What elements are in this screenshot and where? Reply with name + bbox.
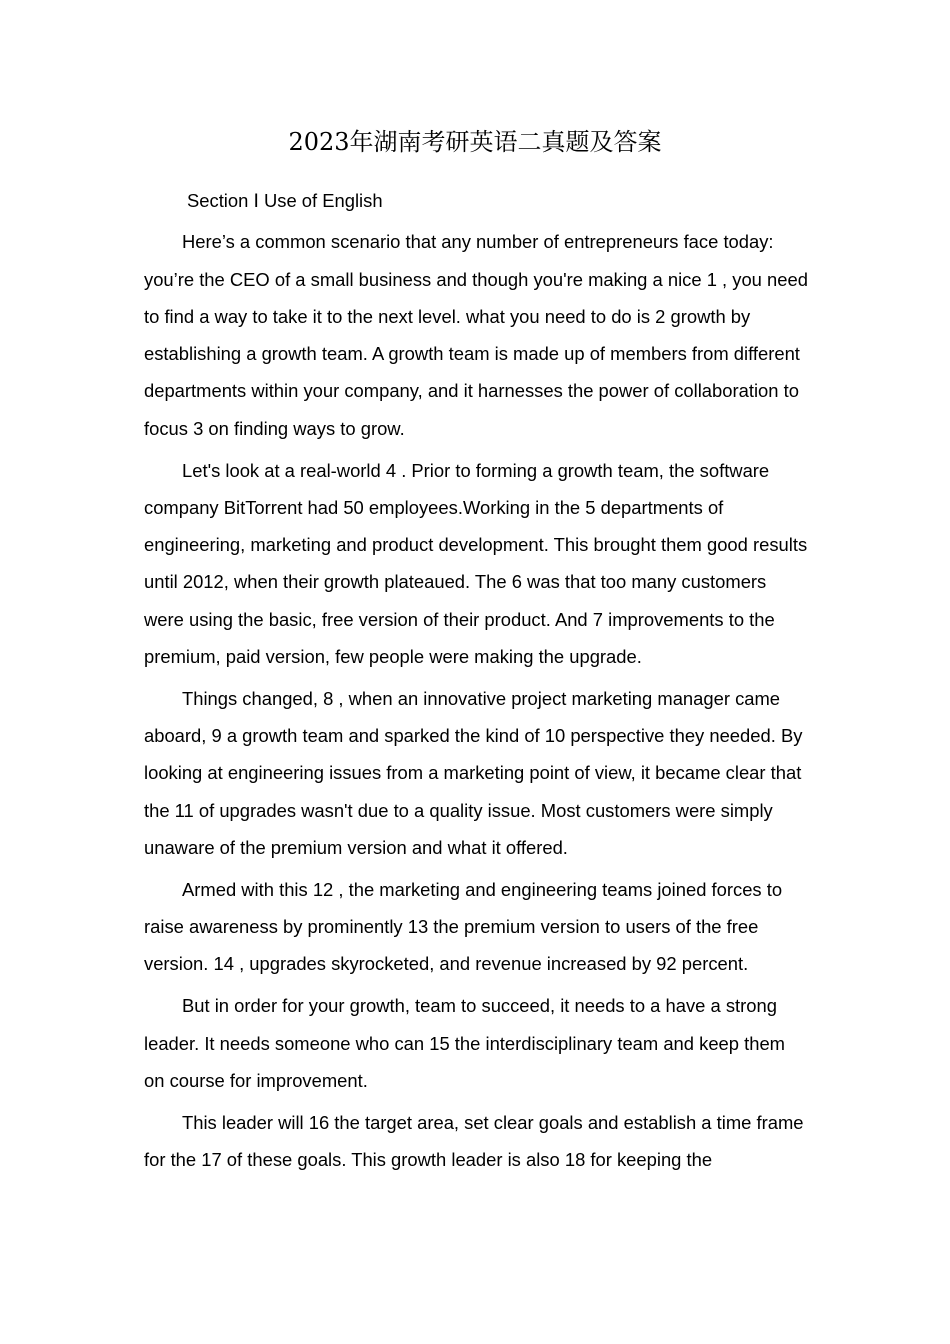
paragraph-6: This leader will 16 the target area, set clear goals and establish a time frame for the 17 of these goals. This growth leader is also 18 for keeping the: [144, 1111, 804, 1170]
paragraph-4: Armed with this 12 , the marketing and engineering teams joined forces to raise awareness by prominently 13 the premium version to users of the free version. 14 , upgrades skyrocketed, and revenue increased by 92 percent.: [144, 878, 783, 975]
document-body: [144, 182, 808, 1183]
paragraph-2: Let's look at a real-world 4 . Prior to forming a growth team, the software company BitTorrent had 50 employees.Working in the 5 departments of engineering, marketing and product development. This brought them good results until 2012, when their growth plateaued. The 6 was that too many customers were using the basic, free version of their product. And 7 improvements to the premium, paid version, few people were making the upgrade.: [144, 459, 808, 668]
paragraph-1: Here’s a common scenario that any number of entrepreneurs face today: you’re the CEO of a small business and though you're making a nice 1 , you need to find a way to take it to the next level. what you need to do is 2 growth by establishing a growth team. A growth team is made up of members from different departments within your company, and it harnesses the power of collaboration to focus 3 on finding ways to grow.: [144, 231, 808, 439]
section-heading: Section Ⅰ Use of English: [187, 190, 383, 211]
paragraph-3: Things changed, 8 , when an innovative project marketing manager came aboard, 9 a growth team and sparked the kind of 10 perspective they needed. By looking at engineering issues from a marketing point of view, it became clear that the 11 of upgrades wasn't due to a quality issue. Most customers were simply unaware of the premium version and what it offered.: [144, 687, 803, 859]
paragraph-5: But in order for your growth, team to succeed, it needs to a have a strong leader. It needs someone who can 15 the interdisciplinary team and keep them on course for improvement.: [144, 995, 785, 1091]
document-title: 2023年湖南考研英语二真题及答案: [288, 128, 662, 156]
